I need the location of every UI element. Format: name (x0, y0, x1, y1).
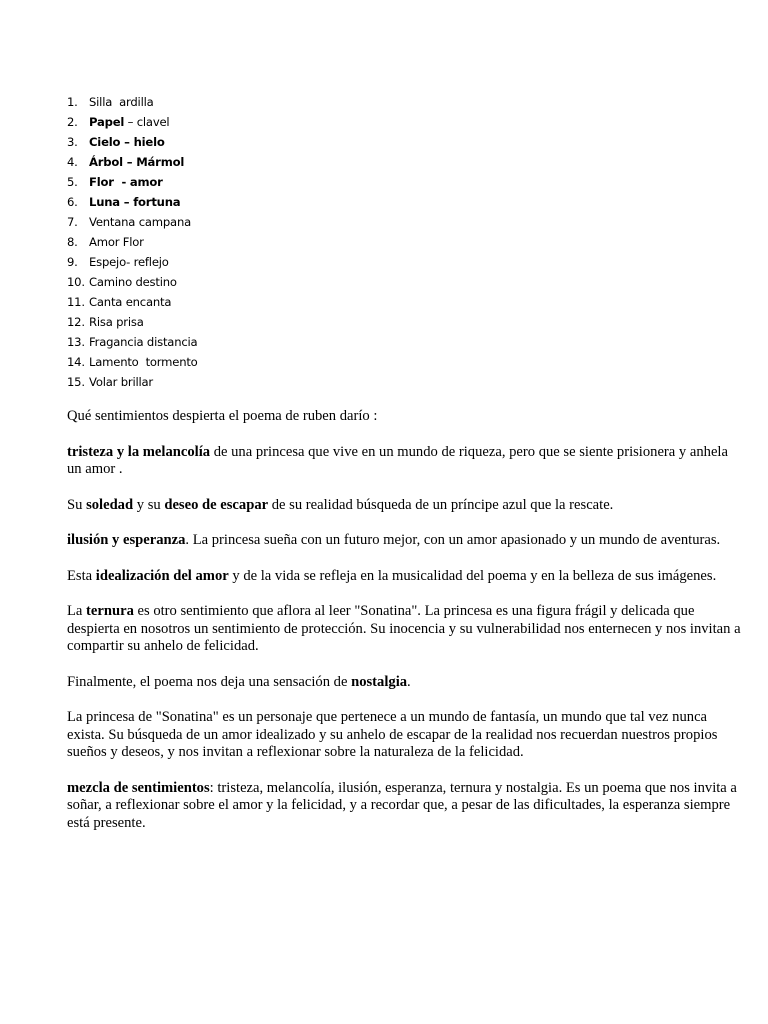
bold-phrase: soledad (86, 496, 134, 513)
word-second: Mármol (136, 155, 185, 169)
paragraph-text: : tristeza, melancolía, ilusión, esperanza, ternura y nostalgia. Es un poema que nos invita a soñar, a reflexionar sobre el amor y la felicidad, y a recordar que, a pesar de las dificultades, la esperanza siempre está presente. (67, 779, 737, 831)
word-second: distancia (146, 335, 198, 349)
list-number: 2. (67, 115, 78, 129)
list-number: 11. (67, 295, 85, 309)
paragraph-nostalgia (67, 674, 743, 692)
word-second: clavel (136, 115, 170, 129)
paragraph-text: . (407, 673, 411, 690)
list-number: 3. (67, 135, 78, 149)
paragraph-ilusion (67, 532, 743, 550)
word-first: Papel (89, 115, 125, 129)
word-first: Flor (89, 175, 114, 189)
word-first: Fragancia (89, 335, 144, 349)
word-first: Lamento (89, 355, 139, 369)
word-second: tormento (145, 355, 198, 369)
paragraph-text: de su realidad búsqueda de un príncipe azul que la rescate. (268, 496, 614, 513)
paragraph-text: Su (67, 496, 87, 513)
word-first: Silla (89, 95, 113, 109)
paragraph-text: y su (133, 496, 165, 513)
list-number: 5. (67, 175, 78, 189)
paragraph-text: Finalmente, el poema nos deja una sensación de (67, 673, 352, 690)
word-second: hielo (133, 135, 165, 149)
word-separator: – (120, 135, 134, 149)
list-number: 12. (67, 315, 85, 329)
word-first: Volar (89, 375, 118, 389)
word-first: Cielo (89, 135, 121, 149)
list-item (67, 92, 198, 112)
word-first: Risa (89, 315, 113, 329)
word-separator: – (124, 115, 137, 129)
paragraph-tristeza (67, 444, 743, 479)
paragraph-text: y de la vida se refleja en la musicalidad del poema y en la belleza de sus imágenes. (228, 567, 717, 584)
paragraph-soledad (67, 497, 743, 515)
list-number: 4. (67, 155, 78, 169)
word-separator: - (113, 175, 130, 189)
word-second: amor (129, 175, 163, 189)
word-first: Árbol (89, 155, 123, 169)
list-number: 7. (67, 215, 78, 229)
paragraph-text: de una princesa que vive en un mundo de riqueza, pero que se siente prisionera y anhela un amor . (67, 443, 728, 477)
bold-phrase: idealización del amor (95, 567, 229, 584)
paragraph-text: . La princesa sueña con un futuro mejor, con un amor apasionado y un mundo de aventuras. (185, 532, 721, 548)
word-second: campana (138, 215, 192, 229)
list-item (67, 292, 198, 312)
list-item (67, 112, 198, 132)
word-second: prisa (116, 315, 144, 329)
list-item (67, 212, 198, 232)
essay-body (67, 408, 743, 850)
list-item (67, 192, 198, 212)
bold-phrase: mezcla de sentimientos (67, 779, 210, 796)
list-item (67, 172, 198, 192)
rhyming-word-list (67, 92, 198, 392)
bold-phrase: ternura (86, 603, 134, 619)
word-separator: – (119, 195, 134, 209)
list-number: 8. (67, 235, 78, 249)
list-item (67, 352, 198, 372)
list-number: 14. (67, 355, 85, 369)
list-number: 10. (67, 275, 85, 289)
word-first: Amor (89, 235, 120, 249)
list-item (67, 232, 198, 252)
bold-phrase: nostalgia (351, 673, 408, 690)
paragraph-text: La (67, 603, 87, 619)
question-paragraph: Qué sentimientos despierta el poema de ruben darío : (67, 408, 378, 424)
word-first: Espejo- (89, 255, 131, 269)
word-second: brillar (120, 375, 153, 389)
word-second: encanta (125, 295, 172, 309)
list-item (67, 372, 198, 392)
paragraph-sonatina: La princesa de "Sonatina" es un personaje que pertenece a un mundo de fantasía, un mundo que tal vez nunca exista. Su búsqueda de un amor idealizado y su anhelo de escapar de la realidad nos recuerdan nuestros propios sueños y deseos, y nos invitan a reflexionar sobre la naturaleza de la felicidad. (67, 709, 718, 760)
list-item (67, 272, 198, 292)
list-item (67, 312, 198, 332)
bold-phrase: tristeza y la melancolía (67, 443, 211, 460)
list-item (67, 132, 198, 152)
list-item (67, 332, 198, 352)
bold-phrase: ilusión y esperanza (67, 532, 186, 548)
word-second: fortuna (133, 195, 181, 209)
paragraph-ternura (67, 603, 743, 656)
list-item (67, 252, 198, 272)
list-item (67, 152, 198, 172)
word-second: Flor (122, 235, 144, 249)
list-number: 13. (67, 335, 85, 349)
word-second: reflejo (133, 255, 169, 269)
list-number: 9. (67, 255, 78, 269)
paragraph-idealizacion (67, 568, 743, 586)
list-number: 6. (67, 195, 78, 209)
paragraph-mezcla (67, 780, 743, 833)
bold-phrase: deseo de escapar (164, 496, 269, 513)
list-number: 15. (67, 375, 85, 389)
paragraph-text: es otro sentimiento que aflora al leer "Sonatina". La princesa es una figura frágil y delicada que despierta en nosotros un sentimiento de protección. Su inocencia y su vulnerabilidad nos enternecen y nos invitan a compartir su anhelo de felicidad. (67, 603, 741, 654)
word-first: Ventana (89, 215, 136, 229)
word-first: Canta (89, 295, 123, 309)
word-first: Luna (89, 195, 120, 209)
word-separator: – (122, 155, 137, 169)
word-first: Camino (89, 275, 132, 289)
word-second: ardilla (119, 95, 154, 109)
list-number: 1. (67, 95, 78, 109)
paragraph-text: Esta (67, 567, 96, 584)
word-separator (139, 355, 146, 369)
word-second: destino (135, 275, 177, 289)
